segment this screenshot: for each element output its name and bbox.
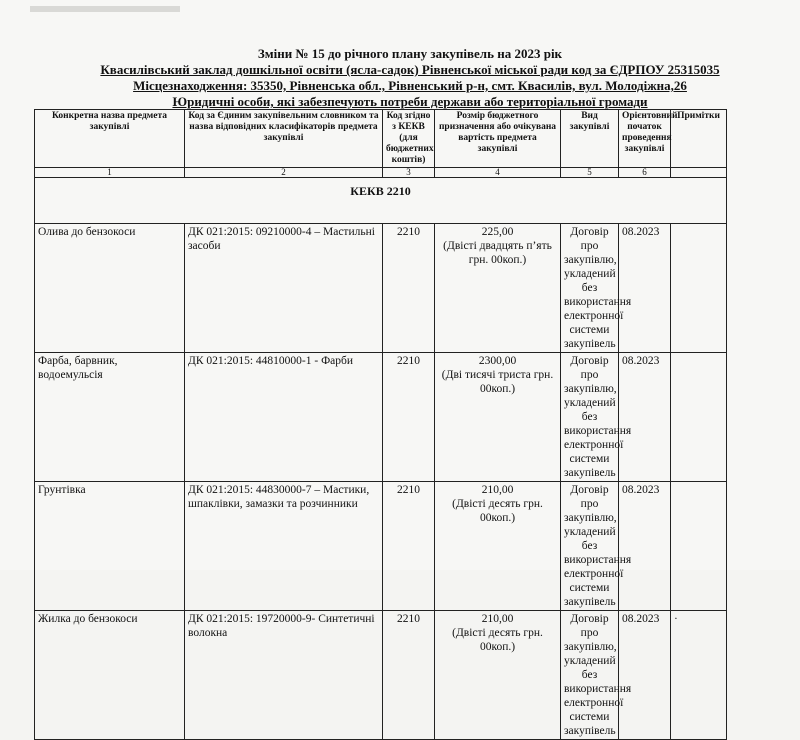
header-cell: Конкретна назва предмета закупівлі xyxy=(35,110,185,168)
column-number: 1 xyxy=(35,168,185,178)
item-kekv: 2210 xyxy=(383,611,435,740)
section-label: КЕКВ 2210 xyxy=(35,178,727,224)
header-cell: Вид закупівлі xyxy=(561,110,619,168)
address-line: Місцезнаходження: 35350, Рівненська обл., Рівненський р-н, смт. Квасилів, вул. Молодіжна,26 xyxy=(133,78,687,93)
header-cell: Розмір бюджетного призначення або очікувана вартість предмета закупівлі xyxy=(435,110,561,168)
column-number-row xyxy=(35,168,727,178)
document-header xyxy=(40,46,780,110)
item-amount: 225,00 xyxy=(481,226,514,238)
item-amount-cell xyxy=(435,482,561,611)
item-type: Договір про закупівлю, укладений без використання електронної системи закупівель xyxy=(561,482,619,611)
table-row xyxy=(35,611,727,740)
item-code: ДК 021:2015: 44810000-1 - Фарби xyxy=(185,353,383,482)
item-start: 08.2023 xyxy=(619,611,671,740)
item-name: Жилка до бензокоси xyxy=(35,611,185,740)
item-amount-words: (Дві тисячі триста грн. 00коп.) xyxy=(441,369,554,395)
item-kekv: 2210 xyxy=(383,482,435,611)
column-number: 4 xyxy=(435,168,561,178)
item-amount: 2300,00 xyxy=(478,355,517,367)
table-header-row xyxy=(35,110,727,168)
item-type: Договір про закупівлю, укладений без використання електронної системи закупівель xyxy=(561,353,619,482)
column-number: 2 xyxy=(185,168,383,178)
item-code: ДК 021:2015: 19720000-9- Синтетичні волокна xyxy=(185,611,383,740)
header-cell: Код згідно з КЕКВ (для бюджетних коштів) xyxy=(383,110,435,168)
item-code: ДК 021:2015: 09210000-4 – Мастильні засоби xyxy=(185,224,383,353)
item-type: Договір про закупівлю, укладений без використання електронної системи закупівель xyxy=(561,611,619,740)
item-start: 08.2023 xyxy=(619,482,671,611)
item-note: · xyxy=(671,611,727,740)
item-note xyxy=(671,482,727,611)
item-code: ДК 021:2015: 44830000-7 – Мастики, шпаклівки, замазки та розчинники xyxy=(185,482,383,611)
section-row xyxy=(35,178,727,224)
column-number: 3 xyxy=(383,168,435,178)
column-number: 6 xyxy=(619,168,671,178)
item-name: Грунтівка xyxy=(35,482,185,611)
item-note xyxy=(671,224,727,353)
item-type: Договір про закупівлю, укладений без використання електронної системи закупівель xyxy=(561,224,619,353)
item-amount-words: (Двісті десять грн. 00коп.) xyxy=(452,498,543,524)
item-amount-words: (Двісті двадцять п’ять грн. 00коп.) xyxy=(443,240,552,266)
item-amount-words: (Двісті десять грн. 00коп.) xyxy=(452,627,543,653)
item-start: 08.2023 xyxy=(619,353,671,482)
item-note xyxy=(671,353,727,482)
table-row xyxy=(35,353,727,482)
item-amount-cell xyxy=(435,353,561,482)
procurement-table xyxy=(34,109,727,740)
item-name: Олива до бензокоси xyxy=(35,224,185,353)
table-row xyxy=(35,224,727,353)
item-amount-cell xyxy=(435,224,561,353)
item-amount-cell xyxy=(435,611,561,740)
item-kekv: 2210 xyxy=(383,353,435,482)
item-amount: 210,00 xyxy=(481,484,514,496)
table-row xyxy=(35,482,727,611)
header-cell: Код за Єдиним закупівельним словником та назва відповідних класифікаторів предмета закупівлі xyxy=(185,110,383,168)
column-number-empty xyxy=(671,168,727,178)
plan-title: Зміни № 15 до річного плану закупівель на 2023 рік xyxy=(257,46,563,61)
item-kekv: 2210 xyxy=(383,224,435,353)
item-name: Фарба, барвник, водоемульсія xyxy=(35,353,185,482)
item-start: 08.2023 xyxy=(619,224,671,353)
organization-line: Квасилівський заклад дошкільної освіти (ясла-садок) Рівненської міської ради код за ЄДРПОУ 25315035 xyxy=(100,62,720,77)
column-number: 5 xyxy=(561,168,619,178)
header-cell: Примітки xyxy=(671,110,727,168)
scan-artifact xyxy=(30,6,180,12)
category-line: Юридичні особи, які забезпечують потреби держави або територіальної громади xyxy=(172,94,648,109)
header-cell: Орієнтовний початок проведення закупівлі xyxy=(619,110,671,168)
item-amount: 210,00 xyxy=(481,613,514,625)
